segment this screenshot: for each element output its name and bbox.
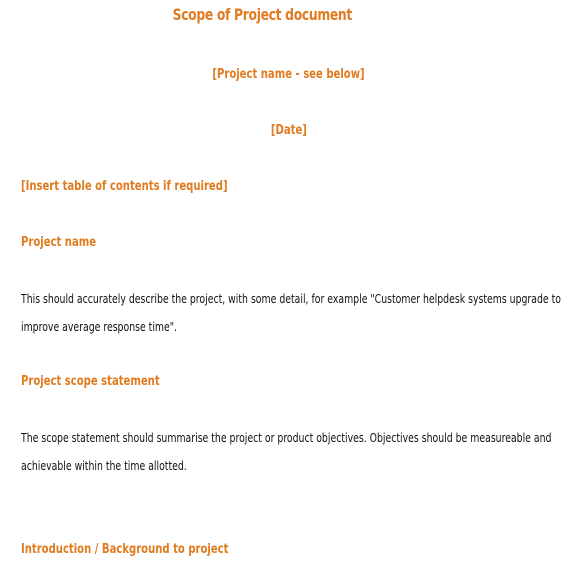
- section-heading-project-scope-statement: Project scope statement: [21, 374, 160, 389]
- section-paragraph-project-name: [21, 285, 561, 341]
- project-name-placeholder-text: [Project name - see below]: [212, 67, 365, 82]
- paragraph-line: improve average response time".: [21, 319, 178, 334]
- paragraph-line: The scope statement should summarise the project or product objectives. Objectives should be measureable and: [21, 430, 552, 445]
- section-heading-project-name: Project name: [21, 235, 97, 250]
- project-name-placeholder: [0, 67, 577, 82]
- toc-placeholder: [Insert table of contents if required]: [21, 179, 228, 194]
- date-placeholder-text: [Date]: [270, 123, 307, 138]
- paragraph-line: This should accurately describe the project, with some detail, for example "Customer helpdesk systems upgrade to: [21, 291, 561, 306]
- section-paragraph-project-scope-statement: [21, 424, 551, 480]
- section-heading-introduction-background: Introduction / Background to project: [21, 542, 229, 557]
- paragraph-line: achievable within the time allotted.: [21, 458, 187, 473]
- date-placeholder: [0, 123, 577, 138]
- document-title: Scope of Project document: [172, 5, 352, 24]
